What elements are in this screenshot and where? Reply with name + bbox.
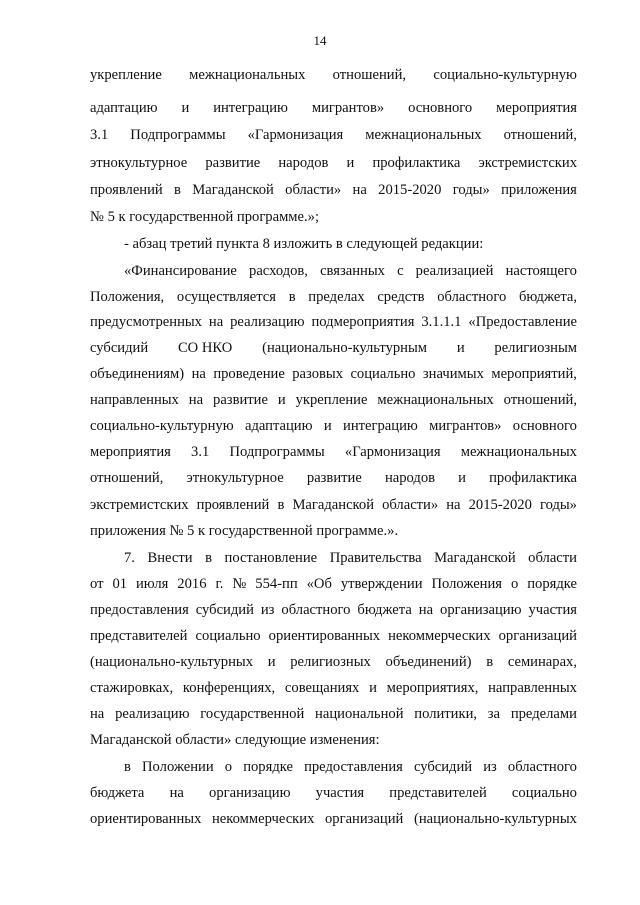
word: укрепление (90, 67, 162, 83)
word: Магаданской (292, 497, 374, 513)
word: предусмотренных (90, 314, 202, 330)
word: средств (377, 289, 425, 305)
word: Магаданской (192, 182, 274, 198)
word: интеграцию (213, 100, 288, 116)
page-number: 14 (313, 33, 327, 48)
text-line (90, 705, 577, 723)
word: реализацию (115, 706, 190, 722)
word: проявлений (90, 182, 163, 198)
word: отношений, (90, 470, 164, 486)
text-line (90, 208, 319, 226)
word: мероприятиях, (386, 680, 479, 696)
word: Положения (431, 576, 503, 592)
word: 2015-2020 (468, 497, 532, 513)
word: г. (215, 576, 224, 592)
word: области» (382, 497, 439, 513)
text-line (90, 653, 577, 671)
word: постановление (224, 550, 318, 566)
text-line (90, 391, 577, 409)
word: «Предоставление (468, 314, 577, 330)
text-line (90, 126, 577, 144)
word: мероприятия (90, 444, 171, 460)
word: в (277, 497, 285, 513)
word: 3.1 (191, 444, 210, 460)
word: основного (408, 100, 473, 116)
word: на (90, 706, 105, 722)
text-line (90, 627, 577, 645)
word: и (458, 470, 466, 486)
word: бюджета (90, 785, 145, 801)
word: религиозным (494, 340, 577, 356)
text-line (90, 288, 577, 306)
word: адаптацию (244, 418, 313, 434)
text-line (90, 810, 577, 828)
word: годы» (539, 497, 577, 513)
word: СО НКО (177, 340, 233, 356)
word: на (208, 314, 224, 330)
text-line (90, 469, 577, 487)
word: семинарах, (507, 654, 577, 670)
word: значимых (422, 366, 484, 382)
word: представителей (389, 785, 487, 801)
word: утверждении (340, 576, 423, 592)
word: в (205, 550, 212, 566)
word: подмероприятия (311, 314, 415, 330)
word: социально-культурную (433, 67, 577, 83)
word: на (169, 785, 184, 801)
word: Подпрограммы (130, 127, 226, 143)
word: области (528, 550, 577, 566)
word: государственной (200, 706, 305, 722)
word: из (260, 602, 275, 618)
word: на (418, 602, 434, 618)
word: приложения (501, 182, 577, 198)
word: Внести (147, 550, 193, 566)
word: на (446, 497, 461, 513)
word: и (181, 100, 190, 116)
text-line (90, 66, 577, 84)
word: национальной (315, 706, 404, 722)
word: этнокультурное (186, 470, 284, 486)
word: некоммерческих (211, 811, 315, 827)
word: приложения № 5 к государственной программе.». (90, 523, 399, 539)
word: в (124, 759, 131, 775)
word: бюджета, (518, 289, 577, 305)
word: социально-культурную (90, 418, 234, 434)
word: социально (511, 785, 577, 801)
text-line (90, 601, 577, 619)
word: с (397, 263, 404, 279)
word: экстремистских (478, 155, 577, 171)
word: реализацию (230, 314, 305, 330)
word: народов (278, 155, 329, 171)
word: политики, (414, 706, 478, 722)
word: областного (507, 759, 577, 775)
word: от (90, 576, 104, 592)
word: отношений, (332, 67, 407, 83)
word: 01 (112, 576, 128, 592)
word: проявлений (196, 497, 270, 513)
word: Положения, (90, 289, 165, 305)
word: конференциях, (182, 680, 276, 696)
word: «Гармонизация (247, 127, 344, 143)
word: представителей (90, 628, 188, 644)
word: в (288, 289, 296, 305)
word: Правительства (329, 550, 422, 566)
word: организаций (325, 811, 404, 827)
word: межнациональных (460, 444, 577, 460)
word: 554-пп (255, 576, 298, 592)
word: организацию (209, 785, 291, 801)
text-line (90, 522, 398, 540)
word: ориентированных (90, 811, 202, 827)
word: религиозных (290, 654, 371, 670)
word: в (174, 182, 181, 198)
word: 3.1 (90, 127, 109, 143)
word: мероприятия (496, 100, 577, 116)
text-line (90, 417, 577, 435)
word: разовых (292, 366, 343, 382)
word: отношений, (503, 127, 577, 143)
word: отношений, (503, 392, 577, 408)
word: № (232, 576, 247, 592)
word: и (267, 654, 276, 670)
word: (национально-культурных (90, 654, 253, 670)
word: «Гармонизация (344, 444, 441, 460)
text-line (90, 99, 577, 117)
word: объединениям) (90, 366, 185, 382)
word: областного (437, 289, 507, 305)
text-line (124, 758, 577, 776)
word: социально (350, 366, 416, 382)
word: субсидий (195, 602, 254, 618)
word: осуществляется (176, 289, 276, 305)
word: связанных (320, 263, 385, 279)
word: в (486, 654, 494, 670)
word: о (510, 576, 519, 592)
word: субсидий (413, 759, 473, 775)
word: участия (315, 785, 365, 801)
word: стажировках, (90, 680, 174, 696)
word: укрепление (295, 392, 368, 408)
word: пределами (510, 706, 577, 722)
word: предоставления (90, 602, 189, 618)
word: и (277, 392, 286, 408)
text-line (90, 181, 577, 199)
word: организаций (498, 628, 577, 644)
word: интеграцию (343, 418, 418, 434)
word: годы» (452, 182, 490, 198)
word: участия (528, 602, 577, 618)
word: адаптацию (90, 100, 158, 116)
text-line (90, 575, 577, 593)
word: о (224, 759, 233, 775)
word: совещаниях (284, 680, 360, 696)
word: на (188, 392, 204, 408)
word: «Об (306, 576, 332, 592)
word: расходов, (249, 263, 308, 279)
word: предоставления (304, 759, 403, 775)
word: 2015-2020 (378, 182, 442, 198)
word: ориентированных (268, 628, 381, 644)
word: Подпрограммы (229, 444, 325, 460)
word: развитие (306, 470, 362, 486)
word: основного (512, 418, 577, 434)
word: некоммерческих (388, 628, 491, 644)
word: Положении (142, 759, 214, 775)
word: бюджета (357, 602, 412, 618)
word: «Финансирование (124, 263, 237, 279)
word: направленных (90, 392, 179, 408)
text-line (90, 731, 380, 749)
word: социально (195, 628, 261, 644)
word: экстремистских (90, 497, 189, 513)
word: мигрантов» (429, 418, 502, 434)
text-line (90, 679, 577, 697)
word: июля (135, 576, 169, 592)
text-line (90, 365, 577, 383)
text-line (90, 784, 577, 802)
word: на (191, 366, 206, 382)
word: мероприятий, (491, 366, 577, 382)
word: (национально-культурным (262, 340, 428, 356)
word: организацию (440, 602, 522, 618)
word: этнокультурное (90, 155, 188, 171)
word: и (369, 680, 377, 696)
word: областного (281, 602, 351, 618)
text-line (124, 235, 483, 253)
text-line (90, 496, 577, 514)
word: проведение (213, 366, 285, 382)
text-line (90, 154, 577, 172)
word: субсидий (90, 340, 149, 356)
text-line (90, 339, 577, 357)
text-line (90, 443, 577, 461)
word: - абзац третий пункта 8 изложить в следующей редакции: (124, 236, 484, 252)
word: на (352, 182, 367, 198)
word: за (487, 706, 501, 722)
word: 3.1.1.1 (421, 314, 462, 330)
word: развитие (205, 155, 261, 171)
word: настоящего (505, 263, 577, 279)
word: объединений) (385, 654, 472, 670)
text-line (124, 262, 577, 280)
word: 7. (124, 550, 135, 566)
word: народов (384, 470, 436, 486)
word: и (346, 155, 355, 171)
word: профилактика (489, 470, 577, 486)
word: межнациональных (377, 392, 494, 408)
text-line (124, 549, 577, 567)
word: № 5 к государственной программе.»; (90, 209, 320, 225)
word: реализацией (415, 263, 494, 279)
text-line (90, 313, 577, 331)
word: порядке (527, 576, 577, 592)
word: межнациональных (189, 67, 306, 83)
word: (национально-культурных (413, 811, 577, 827)
word: Магаданской (434, 550, 516, 566)
word: и (323, 418, 332, 434)
word: пределах (308, 289, 365, 305)
word: 2016 (177, 576, 207, 592)
word: области» (285, 182, 342, 198)
word: Магаданской области» следующие изменения: (90, 732, 380, 748)
word: направленных (488, 680, 577, 696)
word: развитие (213, 392, 268, 408)
word: из (483, 759, 497, 775)
word: порядке (243, 759, 293, 775)
word: профилактика (372, 155, 461, 171)
word: межнациональных (365, 127, 482, 143)
word: и (456, 340, 465, 356)
word: мигрантов» (311, 100, 385, 116)
